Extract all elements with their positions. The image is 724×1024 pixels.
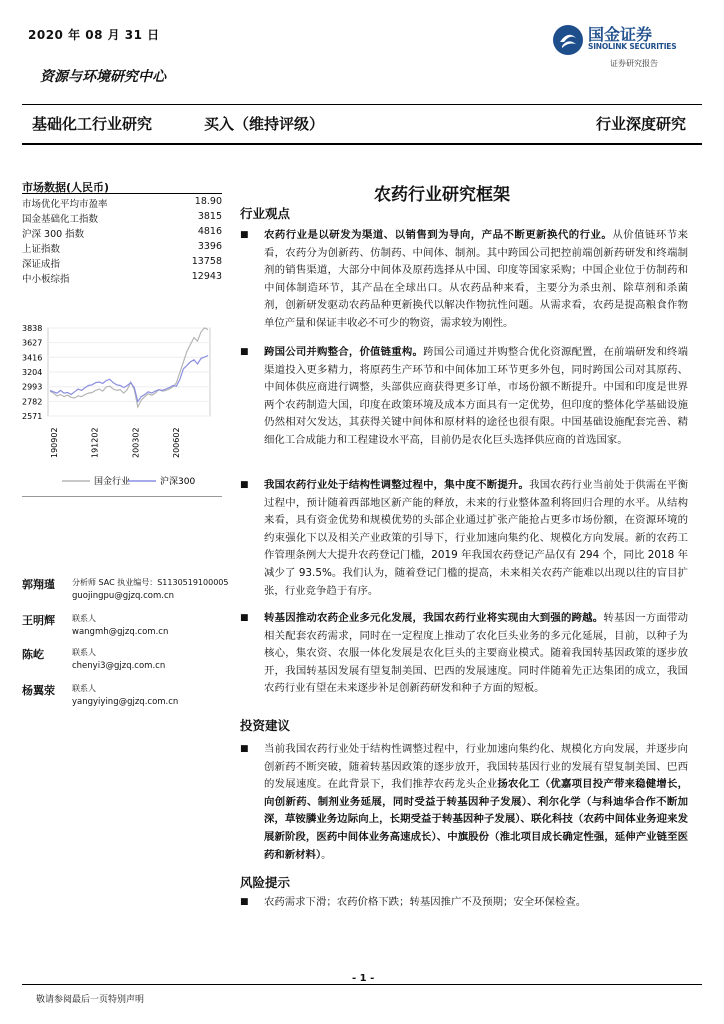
market-data-title: 市场数据(人民币)	[22, 181, 110, 194]
paragraph-lead: 转基因推动农药企业多元化发展，我国农药行业将实现由大到强的跨越。	[264, 612, 604, 624]
x-tick-label: 200602	[172, 427, 181, 458]
series-line-hs300	[50, 356, 208, 402]
analyst-email[interactable]: yangyiying@gjzq.com.cn	[72, 697, 179, 707]
bullet-icon: ■	[240, 347, 249, 357]
market-row	[22, 241, 222, 256]
y-tick-label: 3416	[22, 353, 43, 363]
paragraph-body: 我国农药行业当前处于供需在平衡过程中，预计随着西部地区新产能的释放，未来的行业整体盈利将回归合理的水平。从结构来看，具有资金优势和规模优势的头部企业通过扩张产能抢占更多市场份额，在资源环境的约束强化下以及相关产业政策的引导下，行业加速向集约化、规模化方向发展。新的农药工作管理条例大大提升农药登记门槛，2019 年我国农药登记产品仅有 294 个，同比 2018 年减少了 93.5%。我们认为，随着登记门槛的提高，未来相关农药产能难以出现以往的盲目扩张，行业竞争趋于有序。	[264, 479, 689, 597]
bullet-icon: ■	[240, 744, 249, 754]
market-row	[22, 256, 222, 271]
document-title: 农药行业研究框架	[374, 185, 510, 205]
x-tick-label: 190902	[50, 427, 59, 458]
rating-label: 买入（维持评级）	[204, 115, 325, 133]
footer-divider	[22, 984, 702, 985]
market-row-label: 中小板综指	[22, 274, 70, 285]
paragraph-lead: 我国农药行业处于结构性调整过程中，集中度不断提升。	[264, 479, 530, 491]
legend-label-industry: 国金行业	[94, 477, 131, 487]
market-row-label: 深证成指	[22, 259, 61, 270]
paragraph	[240, 477, 688, 600]
market-row-label: 国金基础化工指数	[22, 214, 99, 225]
section-heading-views: 行业观点	[240, 206, 291, 221]
y-tick-label: 2993	[22, 382, 43, 392]
logo-subtitle: 证券研究报告	[610, 59, 658, 68]
logo-en-text: SINOLINK SECURITIES	[588, 42, 677, 51]
analyst-email[interactable]: wangmh@gjzq.com.cn	[72, 627, 169, 637]
logo-cn-text: 国金证券	[588, 25, 653, 44]
report-type-label: 行业深度研究	[595, 115, 686, 133]
analyst-email[interactable]: guojingpu@gjzq.com.cn	[72, 591, 175, 601]
footer-disclaimer: 敬请参阅最后一页特别声明	[36, 995, 145, 1005]
paragraph	[240, 894, 688, 912]
research-center-name: 资源与环境研究中心	[40, 69, 166, 85]
header-divider	[22, 104, 702, 105]
paragraph-body: 从价值链环节来看，农药分为创新药、仿制药、中间体、制剂。其中跨国公司把控前端创新药研发和终端制剂的销售渠道，大部分中间体及原药选择从中国、印度等国家采购；中国企业位于仿制药和中间体制造环节，其产品在全球出口。从农药品种来看，主要分为杀虫剂、除草剂和杀菌剂，创新研发驱动农药品种更新换代以解决作物抗性问题。从需求看，农药是提高粮食作物单位产量和保证丰收必不可少的物资，需求较为刚性。	[264, 229, 689, 329]
bullet-icon: ■	[240, 480, 249, 490]
market-row-value: 18.90	[194, 196, 222, 207]
market-row-value: 4816	[197, 226, 222, 237]
report-date: 2020 年 08 月 31 日	[28, 28, 160, 42]
analyst-entry	[22, 576, 232, 608]
index-chart	[22, 318, 222, 468]
analyst-role: 联系人	[72, 648, 96, 657]
market-row-value: 12943	[191, 271, 222, 282]
y-tick-label: 2782	[22, 397, 43, 407]
analyst-entry	[22, 682, 232, 714]
market-data-divider	[22, 193, 222, 194]
paragraph-lead: 跨国公司并购整合，价值链重构。	[264, 346, 424, 358]
x-tick-label: 200302	[131, 427, 141, 458]
analyst-name: 杨翼荥	[22, 684, 55, 697]
index-chart-svg	[22, 318, 222, 468]
market-row	[22, 226, 222, 241]
market-row-value: 3815	[197, 211, 222, 222]
sidebar-divider	[22, 496, 222, 497]
sinolink-logo-icon	[552, 24, 584, 56]
bullet-icon: ■	[240, 230, 249, 240]
paragraph-body: 当前我国农药行业处于结构性调整过程中，行业加速向集约化、规模化方向发展，并逐步向创新药不断突破，随着转基因政策的逐步放开，我国转基因行业的发展有望复制美国、巴西的发展速度。在此背景下，我们推荐农药龙头企业	[264, 743, 688, 791]
paragraph-body: 农药需求下滑；农药价格下跌；转基因推广不及预期；安全环保检查。	[264, 896, 587, 908]
x-tick-label: 191202	[90, 427, 100, 458]
paragraph-emphasis: 扬农化工（优嘉项目投产带来稳健增长，向创新药、制剂业务延展，同时受益于转基因种子发展）、利尔化学（与科迪华合作不断加深，草铵膦业务边际向上，长期受益于转基因种子发展）、联化科技（农药中间体业务迎来发展新阶段，医药中间体业务高速成长）、中旗股份（淮北项目成长确定性强，延伸产业链至医药和新材料）	[264, 778, 689, 861]
market-row-value: 13758	[191, 256, 222, 267]
paragraph-end: 。	[321, 848, 332, 861]
analyst-entry	[22, 646, 232, 678]
chart-legend-svg	[22, 474, 222, 488]
paragraph	[240, 741, 688, 864]
paragraph	[240, 610, 688, 698]
y-tick-label: 3627	[22, 338, 43, 348]
analyst-role: 分析师 SAC 执业编号：S1130519100005	[72, 578, 229, 587]
header-divider-bold	[22, 143, 702, 145]
market-row	[22, 211, 222, 226]
analyst-name: 郭翔瑾	[22, 578, 55, 591]
y-tick-label: 3838	[22, 324, 43, 333]
market-row-value: 3396	[197, 241, 222, 252]
bullet-icon: ■	[240, 613, 249, 623]
paragraph-lead: 农药行业是以研发为渠道、以销售到为导向，产品不断更新换代的行业。	[264, 229, 613, 241]
analyst-role: 联系人	[72, 614, 96, 623]
market-row-label: 市场优化平均市盈率	[22, 199, 108, 210]
page-number: - 1 -	[352, 973, 375, 984]
market-row	[22, 271, 222, 286]
market-row	[22, 196, 222, 211]
analyst-email[interactable]: chenyi3@gjzq.com.cn	[72, 661, 166, 671]
y-tick-label: 2571	[22, 412, 43, 421]
analyst-entry	[22, 612, 232, 644]
y-tick-label: 3204	[22, 368, 43, 378]
paragraph-body: 跨国公司通过并购整合优化资源配置，在前端研发和终端渠道投入更多精力，将原药生产环节和中间体加工环节更多外包，同时跨国公司对其原药、中间体供应商进行调整，头部供应商获得更多订单，市场份额不断提升。中国和印度是世界两个农药制造大国，印度在政策环境及成本方面具有一定优势，但印度的整体化学基础设施仍然相对欠发达，其获得关键中间体和原材料的途径也很有限。中国基础设施配套完善、精细化工合成能力和工程建设水平高，目前仍是农化巨头选择供应商的首选国家。	[264, 346, 689, 446]
section-heading-invest: 投资建议	[240, 718, 291, 733]
paragraph-body: 转基因一方面带动相关配套农药需求，同时在一定程度上推动了农化巨头业务的多元化延展，目前，以种子为核心，集农资、农服一体化发展是农化巨头的主要商业模式。随着我国转基因政策的逐步放开，我国转基因发展有望复制美国、巴西的发展速度。同时伴随着先正达集团的成立，我国农药行业有望在未来逐步补足创新药研发和种子方面的短板。	[264, 612, 689, 695]
bullet-icon: ■	[240, 897, 249, 907]
market-row-label: 沪深 300 指数	[22, 229, 85, 240]
analyst-name: 陈屹	[22, 648, 44, 661]
analyst-name: 王明辉	[22, 614, 55, 627]
chart-legend	[22, 474, 222, 488]
industry-label: 基础化工行业研究	[32, 115, 153, 133]
market-row-label: 上证指数	[22, 244, 61, 255]
analyst-role: 联系人	[72, 684, 96, 693]
section-heading-risk: 风险提示	[240, 875, 291, 890]
paragraph	[240, 344, 688, 450]
legend-label-hs300: 沪深300	[160, 477, 196, 487]
paragraph	[240, 227, 688, 333]
